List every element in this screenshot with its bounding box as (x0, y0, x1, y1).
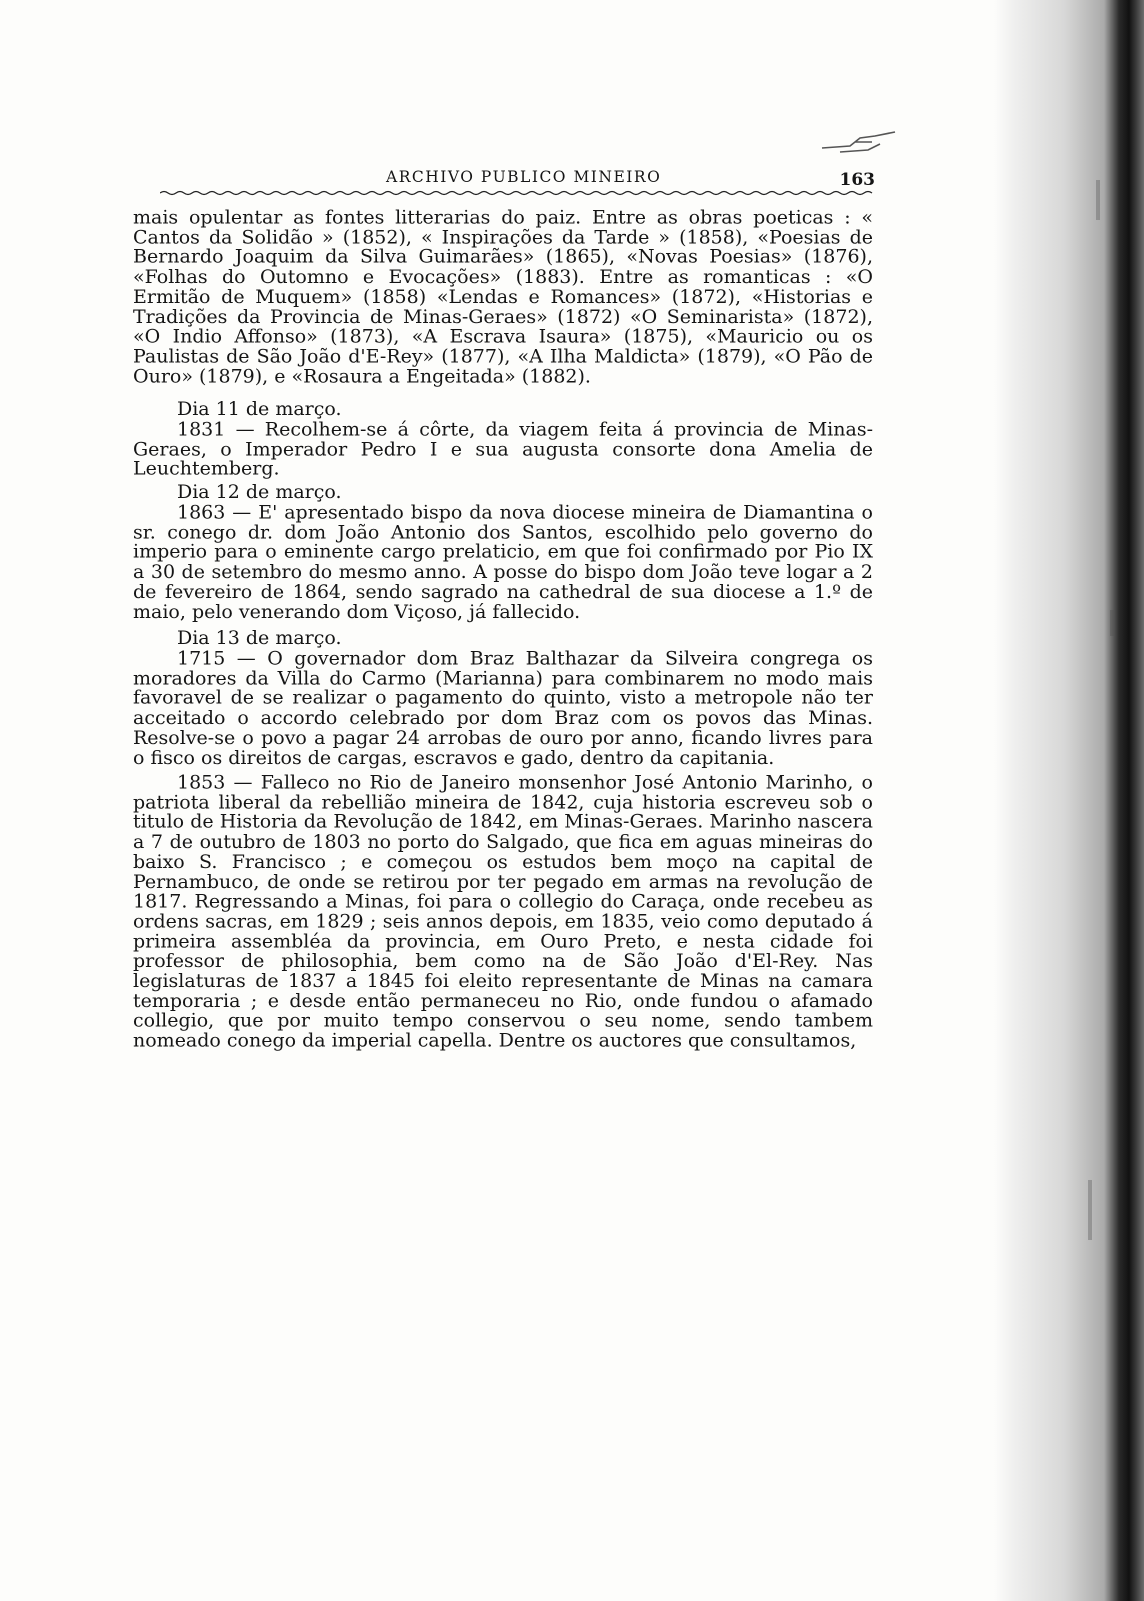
book-binding-shadow (994, 0, 1144, 1601)
running-header (160, 168, 875, 198)
paragraph-1715: 1715 — O governador dom Braz Balthazar da Silveira congrega os moradores da Villa do Carmo (Marianna) para combinarem no modo mais favoravel de se realizar o pagamento do quinto, visto a metropole não ter acceitado o accordo celebrado por dom Braz com os povos das Minas. Resolve-se o povo a pagar 24 arrobas de ouro por anno, ficando livres para o fisco os direitos de cargas, escravos e gado, dentro da capitania. (133, 647, 873, 769)
header-wavy-rule (160, 190, 875, 196)
page-number: 163 (839, 170, 875, 190)
ink-smudge (820, 128, 900, 158)
dateline-12-march: Dia 12 de março. (177, 481, 342, 504)
body-text (133, 208, 873, 1063)
paragraph-1863: 1863 — E' apresentado bispo da nova diocese mineira de Diamantina o sr. conego dr. dom João Antonio dos Santos, escolhido pelo governo do imperio para o eminente cargo prelaticio, em que foi confirmado por Pio IX a 30 de setembro do mesmo anno. A posse do bispo dom João teve logar a 2 de fevereiro de 1864, sendo sagrado na cathedral de sua diocese a 1.º de maio, pelo venerando dom Viçoso, já fallecido. (133, 502, 873, 623)
binding-speck (1096, 180, 1100, 220)
paragraph-1853: 1853 — Falleco no Rio de Janeiro monsenhor José Antonio Marinho, o patriota liberal da rebellião mineira de 1842, cuja historia escreveu sob o titulo de Historia da Revolução de 1842, em Minas-Geraes. Marinho nascera a 7 de outubro de 1803 no porto do Salgado, que fica em aguas mineiras do baixo S. Francisco ; e começou os estudos bem moço na capital de Pernambuco, de onde se retirou por ter pegado em armas na revolução de 1817. Regressando a Minas, foi para o collegio do Caraça, onde recebeu as ordens sacras, em 1829 ; seis annos depois, em 1835, veio como deputado á primeira assembléa da provincia, em Ouro Preto, e nesta cidade foi professor de philosophia, bem como na de São João d'El-Rey. Nas legislaturas de 1837 a 1845 foi eleito representante de Minas na camara temporaria ; e desde então permaneceu no Rio, onde fundou o afamado collegio, que por muito tempo conservou o seu nome, sendo tambem nomeado conego da imperial capella. Dentre os auctores que consultamos, (133, 771, 873, 1052)
dateline-11-march: Dia 11 de março. (177, 398, 342, 421)
binding-speck (1088, 1180, 1092, 1240)
dateline-13-march: Dia 13 de março. (177, 626, 342, 649)
paragraph-1831: 1831 — Recolhem-se á côrte, da viagem feita á provincia de Minas-Geraes, o Imperador Pedro I e sua augusta consorte dona Amelia de Leuchtemberg. (133, 419, 873, 481)
paragraph-guimaraes-works: mais opulentar as fontes litterarias do paiz. Entre as obras poeticas : « Cantos da Solidão » (1852), « Inspirações da Tarde » (1858), «Poesias de Bernardo Joaquim da Silva Guimarães» (1865), «Novas Poesias» (1876), «Folhas do Outomno e Evocações» (1883). Entre as romanticas : «O Ermitão de Muquem» (1858) «Lendas e Romances» (1872), «Historias e Tradições da Provincia de Minas-Geraes» (1872) «O Seminarista» (1872), «O Indio Affonso» (1873), «A Escrava Isaura» (1875), «Mauricio ou os Paulistas de São João d'E-Rey» (1877), «A Ilha Maldicta» (1879), «O Pão de Ouro» (1879), e «Rosaura a Engeitada» (1882). (133, 207, 873, 388)
binding-speck (1110, 610, 1114, 636)
header-title: ARCHIVO PUBLICO MINEIRO (386, 168, 662, 186)
